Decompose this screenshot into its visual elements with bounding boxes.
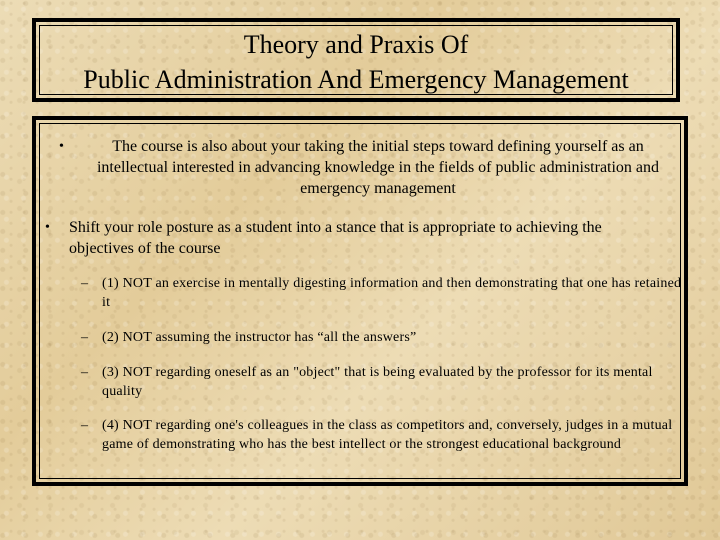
sub-item-4 — [81, 416, 682, 454]
slide-title-line-2: Public Administration And Emergency Management — [83, 65, 629, 94]
sub-item-text: (2) NOT assuming the instructor has “all the answers” — [102, 330, 417, 345]
dash-marker: – — [81, 418, 89, 433]
dash-marker: – — [81, 365, 89, 380]
sub-item-1 — [81, 274, 682, 312]
slide-title-line-1: Theory and Praxis Of — [243, 30, 469, 59]
sub-item-2 — [81, 328, 682, 347]
content-box — [32, 116, 688, 486]
sub-item-text: (3) NOT regarding oneself as an "object" that is being evaluated by the professor for its mental quality — [102, 365, 653, 399]
bullet-item-2: Shift your role posture as a student into a stance that is appropriate to achieving the objectives of the course — [69, 219, 602, 257]
sub-item-text: (4) NOT regarding one's colleagues in the class as competitors and, conversely, judges in a mutual game of demonstrating who has the best intellect or the strongest educational background — [102, 418, 673, 452]
bullet-marker: • — [59, 139, 64, 154]
title-box — [32, 18, 680, 102]
bullet-marker: • — [45, 220, 50, 235]
dash-marker: – — [81, 276, 89, 291]
bullet-item-1: The course is also about your taking the initial steps toward defining yourself as an intellectual interested in advancing knowledge in the fields of public administration and emergency management — [96, 138, 660, 197]
sub-item-text: (1) NOT an exercise in mentally digesting information and then demonstrating that one has retained it — [102, 276, 682, 310]
dash-marker: – — [81, 330, 89, 345]
sub-item-3 — [81, 363, 682, 401]
slide-title — [83, 27, 628, 97]
